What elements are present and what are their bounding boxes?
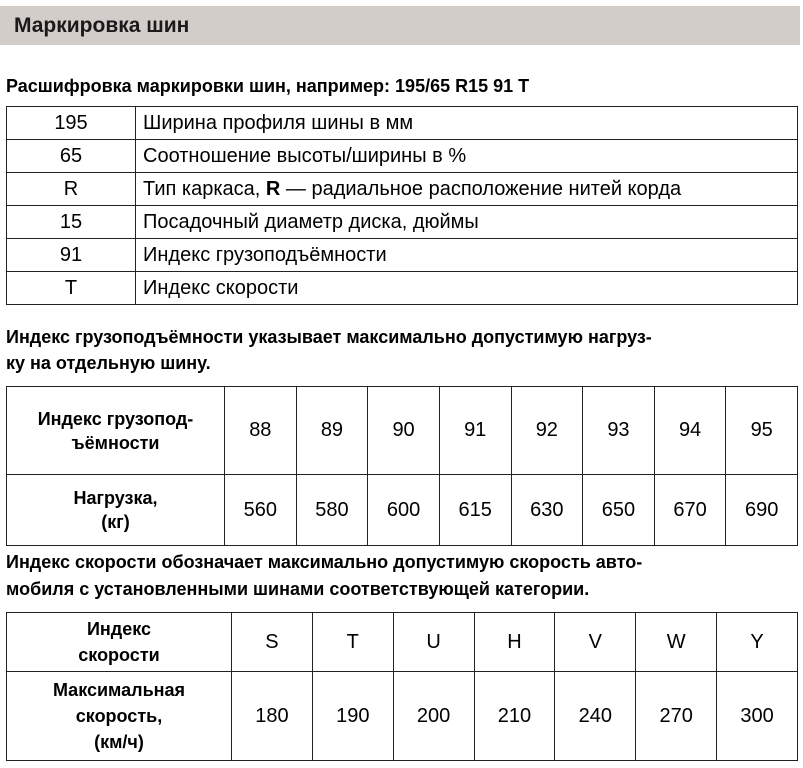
- load-intro-line1: Индекс грузоподъёмности указывает максимально допустимую нагруз-: [6, 327, 652, 347]
- speed-index-cell: Y: [717, 613, 798, 672]
- desc-cell: Ширина профиля шины в мм: [136, 107, 798, 140]
- row-header: [7, 387, 225, 475]
- table-row: [7, 672, 798, 761]
- table-row: [7, 173, 798, 206]
- table-row: [7, 206, 798, 239]
- code-cell: 91: [7, 239, 136, 272]
- load-table: [6, 386, 798, 546]
- load-index-cell: 88: [225, 387, 297, 475]
- header-line: скорость,: [75, 706, 163, 726]
- speed-index-cell: U: [393, 613, 474, 672]
- speed-index-cell: T: [312, 613, 393, 672]
- load-index-cell: 95: [726, 387, 798, 475]
- load-index-cell: 89: [296, 387, 368, 475]
- decoding-table: [6, 106, 798, 305]
- desc-cell: Соотношение высоты/ширины в %: [136, 140, 798, 173]
- section-title: Маркировка шин: [14, 14, 190, 37]
- load-value-cell: 580: [296, 475, 368, 546]
- speed-value-cell: 300: [717, 672, 798, 761]
- speed-intro-line1: Индекс скорости обозначает максимально допустимую скорость авто-: [6, 552, 643, 572]
- speed-table: [6, 612, 798, 761]
- speed-value-cell: 180: [232, 672, 313, 761]
- code-cell: R: [7, 173, 136, 206]
- load-value-cell: 560: [225, 475, 297, 546]
- speed-index-cell: H: [474, 613, 555, 672]
- desc-cell: Посадочный диаметр диска, дюймы: [136, 206, 798, 239]
- code-cell: 15: [7, 206, 136, 239]
- row-header: [7, 672, 232, 761]
- code-cell: 65: [7, 140, 136, 173]
- speed-value-cell: 190: [312, 672, 393, 761]
- speed-index-cell: V: [555, 613, 636, 672]
- header-line: скорости: [78, 645, 160, 665]
- speed-value-cell: 210: [474, 672, 555, 761]
- table-row: [7, 387, 798, 475]
- decoding-title: Расшифровка маркировки шин, например: 195/65 R15 91 T: [6, 76, 530, 96]
- desc-cell: [136, 173, 798, 206]
- header-line: (кг): [101, 512, 130, 532]
- load-intro-line2: ку на отдельную шину.: [6, 353, 211, 373]
- speed-intro-line2: мобиля с установленными шинами соответствующей категории.: [6, 579, 590, 599]
- desc-cell: Индекс грузоподъёмности: [136, 239, 798, 272]
- load-value-cell: 600: [368, 475, 440, 546]
- table-row: [7, 613, 798, 672]
- header-line: Индекс: [86, 619, 152, 639]
- speed-value-cell: 270: [636, 672, 717, 761]
- header-line: ъёмности: [71, 432, 160, 453]
- table-row: [7, 107, 798, 140]
- row-header: [7, 475, 225, 546]
- table-row: [7, 272, 798, 305]
- desc-cell: Индекс скорости: [136, 272, 798, 305]
- speed-index-cell: S: [232, 613, 313, 672]
- load-index-cell: 94: [654, 387, 726, 475]
- load-value-cell: 615: [439, 475, 511, 546]
- header-line: Индекс грузопод-: [37, 408, 194, 429]
- load-index-cell: 92: [511, 387, 583, 475]
- speed-index-cell: W: [636, 613, 717, 672]
- desc-prefix: Тип каркаса,: [143, 177, 266, 200]
- table-row: [7, 239, 798, 272]
- section-header: [0, 6, 800, 45]
- table-row: [7, 140, 798, 173]
- desc-suffix: — радиальное расположение нитей корда: [280, 177, 682, 200]
- load-index-cell: 91: [439, 387, 511, 475]
- load-value-cell: 650: [583, 475, 655, 546]
- table-row: [7, 475, 798, 546]
- load-index-cell: 90: [368, 387, 440, 475]
- code-cell: T: [7, 272, 136, 305]
- desc-bold: R: [265, 177, 281, 200]
- speed-value-cell: 200: [393, 672, 474, 761]
- code-cell: 195: [7, 107, 136, 140]
- load-value-cell: 630: [511, 475, 583, 546]
- row-header: [7, 613, 232, 672]
- header-line: Максимальная: [52, 680, 186, 700]
- speed-value-cell: 240: [555, 672, 636, 761]
- load-index-cell: 93: [583, 387, 655, 475]
- load-value-cell: 690: [726, 475, 798, 546]
- load-value-cell: 670: [654, 475, 726, 546]
- header-line: (км/ч): [94, 732, 144, 752]
- header-line: Нагрузка,: [73, 488, 158, 508]
